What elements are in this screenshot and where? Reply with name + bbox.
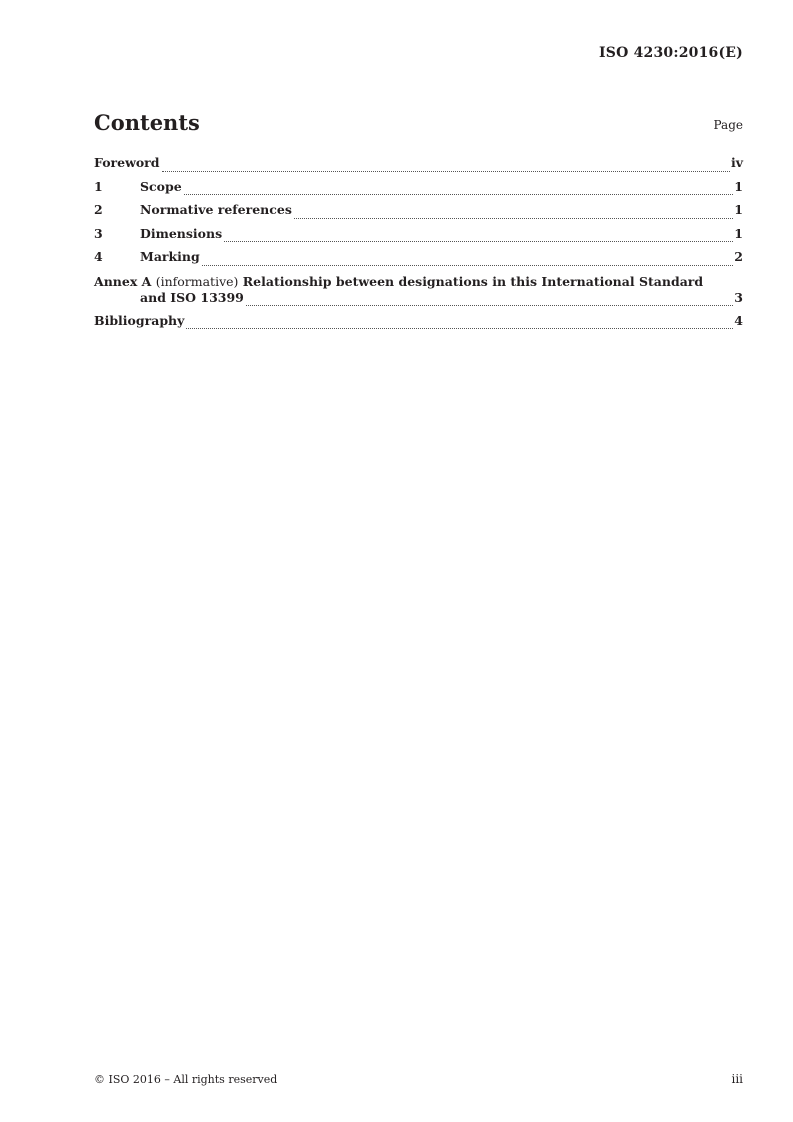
toc-entry-number: 2: [94, 202, 103, 217]
dot-leader: [184, 194, 734, 195]
toc-entry-title: Dimensions: [140, 225, 223, 241]
annex-qualifier: (informative): [155, 273, 239, 289]
toc-entry-normative-references[interactable]: [94, 202, 743, 226]
dot-leader: [224, 241, 733, 242]
toc-entry-page: 2: [734, 249, 743, 264]
toc-entry-dimensions[interactable]: [94, 226, 743, 250]
footer-page-number: iii: [731, 1072, 743, 1086]
contents-title: Contents: [94, 110, 200, 135]
toc-entry-bibliography[interactable]: [94, 313, 743, 337]
annex-title-line1: Relationship between designations in this International Standard: [242, 273, 704, 289]
toc-entry-number: 3: [94, 225, 103, 241]
dot-leader: [162, 171, 730, 172]
toc-entry-number: 1: [94, 178, 103, 194]
document-id: ISO 4230:2016(E): [599, 45, 743, 61]
toc-entry-title: Bibliography: [94, 312, 185, 328]
annex-title-line2: and ISO 13399: [140, 289, 244, 305]
toc-entry-title: Marking: [140, 249, 200, 264]
toc-entry-page: iv: [730, 155, 743, 170]
footer-copyright: © ISO 2016 – All rights reserved: [94, 1073, 278, 1086]
toc-entry-annex-a[interactable]: [94, 273, 743, 313]
dot-leader: [202, 265, 734, 266]
dot-leader: [186, 328, 733, 329]
page-column-label: Page: [713, 118, 743, 132]
table-of-contents: [94, 155, 743, 336]
toc-entry-page: 3: [734, 289, 743, 305]
toc-entry-scope[interactable]: [94, 179, 743, 203]
toc-entry-number: 4: [94, 249, 103, 264]
toc-entry-marking[interactable]: [94, 249, 743, 273]
toc-entry-title: Foreword: [94, 155, 160, 170]
toc-entry-page: 1: [734, 225, 743, 241]
dot-leader: [294, 218, 733, 219]
annex-label: Annex A: [94, 273, 152, 289]
toc-entry-title: Normative references: [140, 202, 292, 217]
toc-entry-page: 1: [734, 202, 743, 217]
toc-entry-page: 1: [734, 178, 743, 194]
dot-leader: [246, 305, 733, 306]
toc-entry-title: Scope: [140, 178, 182, 194]
toc-entry-page: 4: [734, 312, 743, 328]
toc-entry-foreword[interactable]: [94, 155, 743, 179]
